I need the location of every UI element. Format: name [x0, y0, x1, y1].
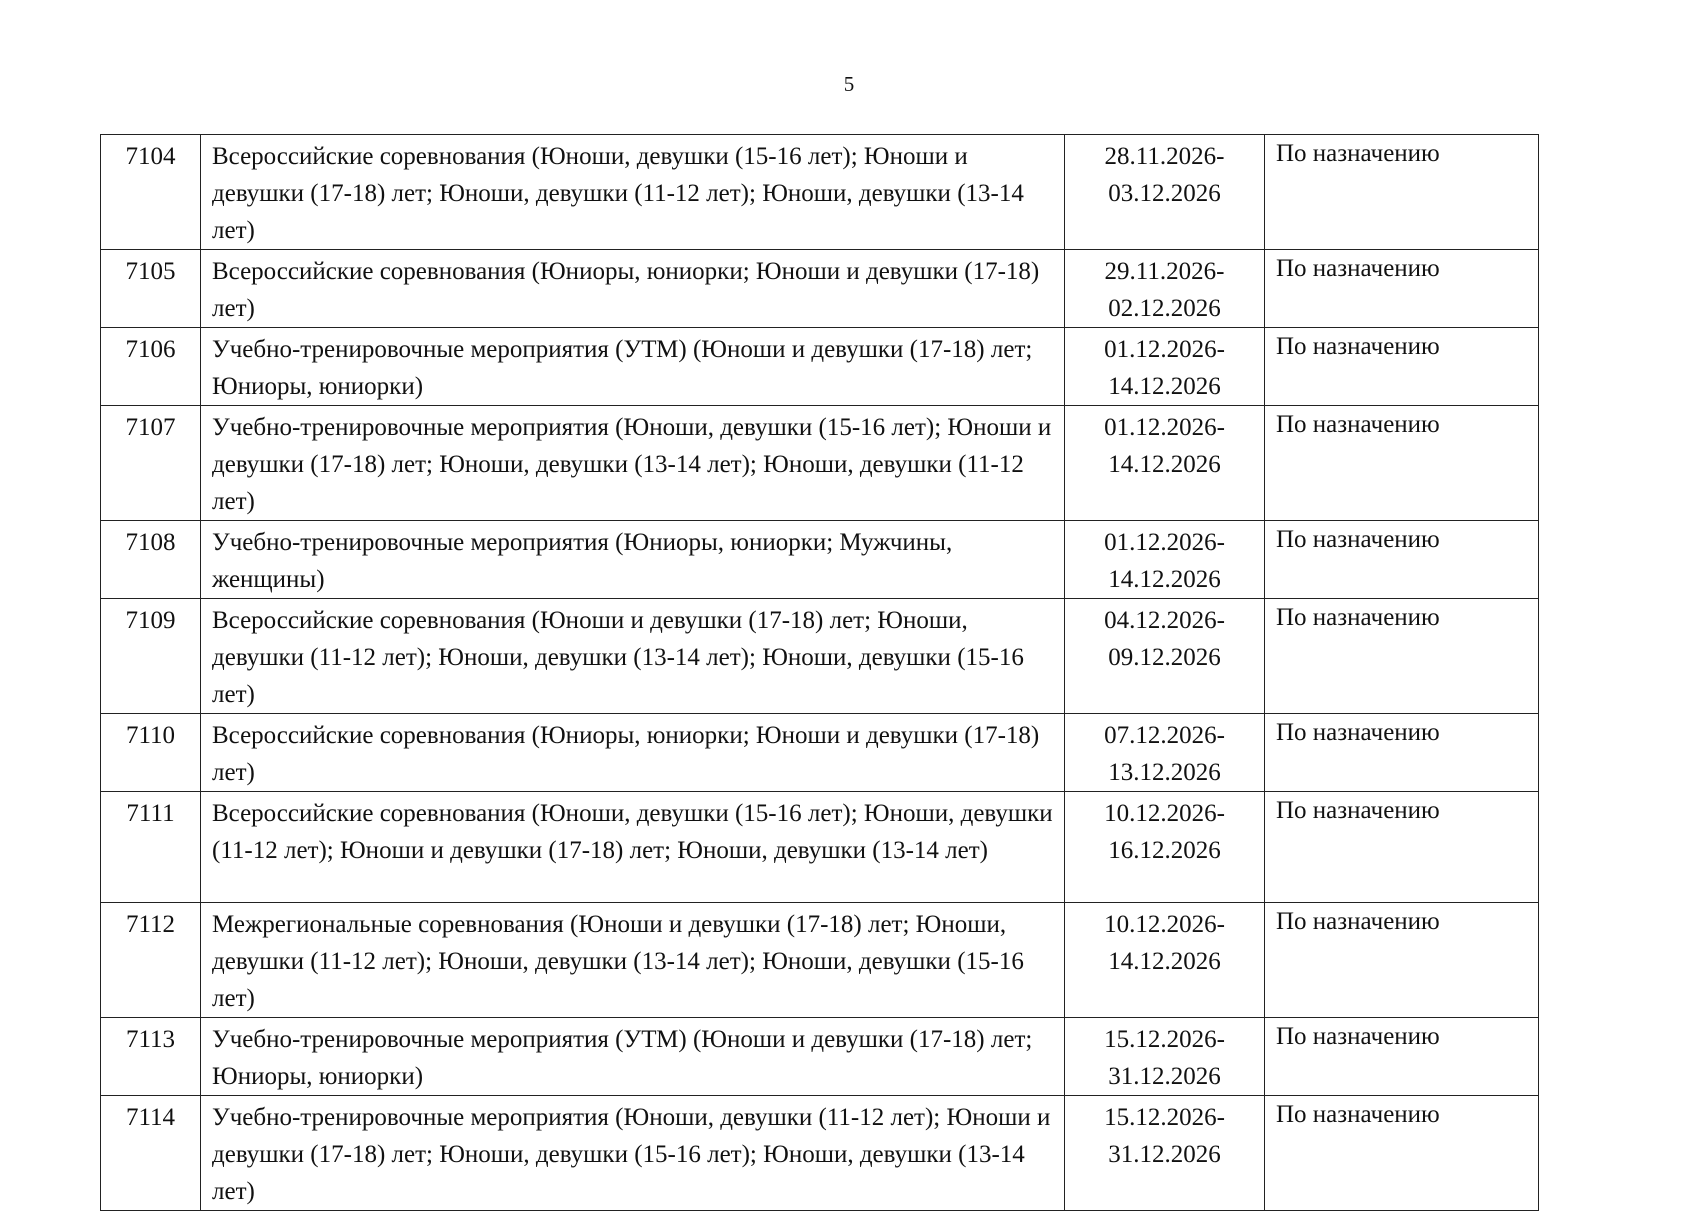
event-dates: [1065, 1018, 1265, 1096]
event-dates: [1065, 903, 1265, 1018]
event-description: Учебно-тренировочные мероприятия (УТМ) (Юноши и девушки (17-18) лет; Юниоры, юниорки): [201, 1018, 1065, 1096]
event-description: Всероссийские соревнования (Юноши, девушки (15-16 лет); Юноши, девушки (11-12 лет); Юноши и девушки (17-18) лет; Юноши, девушки (13-14 лет): [201, 792, 1065, 903]
event-dates: [1065, 406, 1265, 521]
table-row: [101, 903, 1539, 1018]
event-description: Всероссийские соревнования (Юниоры, юниорки; Юноши и девушки (17-18) лет): [201, 714, 1065, 792]
date-start: 15.12.2026-: [1104, 1026, 1225, 1053]
table-row: [101, 599, 1539, 714]
event-number: 7114: [101, 1096, 201, 1211]
event-dates: [1065, 328, 1265, 406]
event-number: 7105: [101, 250, 201, 328]
date-end: 02.12.2026: [1108, 295, 1221, 322]
date-end: 09.12.2026: [1108, 644, 1221, 671]
date-start: 01.12.2026-: [1104, 336, 1225, 363]
event-organizer: По назначению: [1265, 135, 1539, 250]
date-start: 01.12.2026-: [1104, 529, 1225, 556]
date-start: 10.12.2026-: [1104, 911, 1225, 938]
table-row: [101, 328, 1539, 406]
event-organizer: По назначению: [1265, 328, 1539, 406]
event-schedule-table: [100, 134, 1539, 1211]
event-description: Всероссийские соревнования (Юноши и девушки (17-18) лет; Юноши, девушки (11-12 лет); Юноши, девушки (13-14 лет); Юноши, девушки (15-16 лет): [201, 599, 1065, 714]
event-number: 7107: [101, 406, 201, 521]
date-end: 14.12.2026: [1108, 566, 1221, 593]
event-number: 7104: [101, 135, 201, 250]
date-end: 14.12.2026: [1108, 373, 1221, 400]
table-row: [101, 792, 1539, 903]
table-row: [101, 250, 1539, 328]
event-organizer: По назначению: [1265, 599, 1539, 714]
event-description: Всероссийские соревнования (Юниоры, юниорки; Юноши и девушки (17-18) лет): [201, 250, 1065, 328]
event-dates: [1065, 521, 1265, 599]
date-end: 16.12.2026: [1108, 837, 1221, 864]
event-number: 7111: [101, 792, 201, 903]
event-number: 7110: [101, 714, 201, 792]
date-end: 31.12.2026: [1108, 1141, 1221, 1168]
event-organizer: По назначению: [1265, 903, 1539, 1018]
date-end: 14.12.2026: [1108, 451, 1221, 478]
event-dates: [1065, 1096, 1265, 1211]
table-row: [101, 135, 1539, 250]
event-description: Учебно-тренировочные мероприятия (Юноши, девушки (15-16 лет); Юноши и девушки (17-18) лет; Юноши, девушки (13-14 лет); Юноши, девушки (11-12 лет): [201, 406, 1065, 521]
event-organizer: По назначению: [1265, 1096, 1539, 1211]
event-dates: [1065, 135, 1265, 250]
event-organizer: По назначению: [1265, 714, 1539, 792]
event-organizer: По назначению: [1265, 1018, 1539, 1096]
date-start: 28.11.2026-: [1104, 143, 1225, 170]
date-start: 07.12.2026-: [1104, 722, 1225, 749]
event-organizer: По назначению: [1265, 406, 1539, 521]
event-description: Учебно-тренировочные мероприятия (Юниоры, юниорки; Мужчины, женщины): [201, 521, 1065, 599]
table-body: [101, 135, 1539, 1211]
event-description: Учебно-тренировочные мероприятия (Юноши, девушки (11-12 лет); Юноши и девушки (17-18) лет; Юноши, девушки (15-16 лет); Юноши, девушки (13-14 лет): [201, 1096, 1065, 1211]
event-number: 7113: [101, 1018, 201, 1096]
date-end: 14.12.2026: [1108, 948, 1221, 975]
date-start: 01.12.2026-: [1104, 414, 1225, 441]
event-dates: [1065, 792, 1265, 903]
date-end: 13.12.2026: [1108, 759, 1221, 786]
table-row: [101, 406, 1539, 521]
event-description: Всероссийские соревнования (Юноши, девушки (15-16 лет); Юноши и девушки (17-18) лет; Юноши, девушки (11-12 лет); Юноши, девушки (13-14 лет): [201, 135, 1065, 250]
event-organizer: По назначению: [1265, 792, 1539, 903]
date-start: 04.12.2026-: [1104, 607, 1225, 634]
event-number: 7106: [101, 328, 201, 406]
table-row: [101, 521, 1539, 599]
event-dates: [1065, 714, 1265, 792]
date-end: 03.12.2026: [1108, 180, 1221, 207]
table-row: [101, 1018, 1539, 1096]
table-row: [101, 1096, 1539, 1211]
date-start: 29.11.2026-: [1104, 258, 1225, 285]
event-organizer: По назначению: [1265, 521, 1539, 599]
page-number: 5: [843, 72, 855, 96]
event-number: 7112: [101, 903, 201, 1018]
event-number: 7109: [101, 599, 201, 714]
event-number: 7108: [101, 521, 201, 599]
table-row: [101, 714, 1539, 792]
event-organizer: По назначению: [1265, 250, 1539, 328]
date-start: 10.12.2026-: [1104, 800, 1225, 827]
date-end: 31.12.2026: [1108, 1063, 1221, 1090]
date-start: 15.12.2026-: [1104, 1104, 1225, 1131]
event-dates: [1065, 599, 1265, 714]
event-description: Межрегиональные соревнования (Юноши и девушки (17-18) лет; Юноши, девушки (11-12 лет); Юноши, девушки (13-14 лет); Юноши, девушки (15-16 лет): [201, 903, 1065, 1018]
event-dates: [1065, 250, 1265, 328]
event-description: Учебно-тренировочные мероприятия (УТМ) (Юноши и девушки (17-18) лет; Юниоры, юниорки): [201, 328, 1065, 406]
